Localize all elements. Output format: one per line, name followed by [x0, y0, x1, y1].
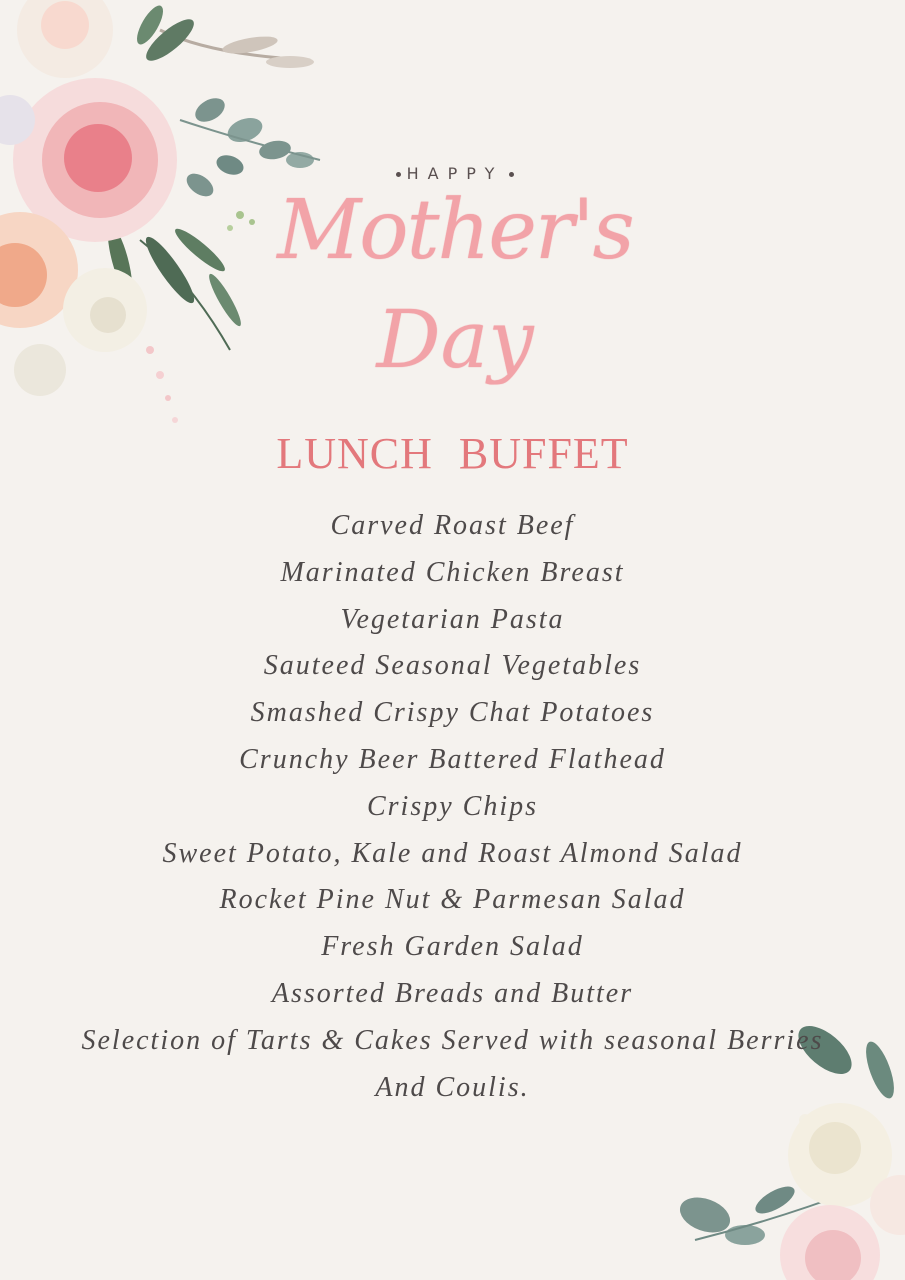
mothers-script-title: Mother's	[277, 183, 633, 278]
dot-icon	[509, 172, 514, 177]
happy-label: HAPPY	[270, 164, 640, 183]
menu-item: Assorted Breads and Butter	[271, 977, 634, 1009]
menu-item: Marinated Chicken Breast	[280, 556, 625, 588]
lunch-buffet-heading: LUNCH BUFFET	[276, 429, 629, 478]
menu-item: Smashed Crispy Chat Potatoes	[250, 697, 655, 729]
menu-item: Crispy Chips	[366, 790, 539, 822]
menu-item: Rocket Pine Nut & Parmesan Salad	[219, 884, 686, 916]
dot-icon	[396, 172, 401, 177]
mothers-day-title	[270, 160, 640, 410]
menu-item: Vegetarian Pasta	[340, 603, 565, 635]
menu-item: Crunchy Beer Battered Flathead	[239, 743, 666, 775]
menu-item: And Coulis.	[375, 1071, 530, 1103]
menu-item: Selection of Tarts & Cakes Served with seasonal Berries	[81, 1024, 824, 1056]
menu-item: Sweet Potato, Kale and Roast Almond Salad	[162, 837, 743, 869]
menu-list	[0, 503, 905, 1111]
menu-item: Fresh Garden Salad	[321, 931, 584, 963]
day-script-title: Day	[376, 293, 534, 386]
menu-item: Carved Roast Beef	[330, 510, 575, 541]
menu-item: Sauteed Seasonal Vegetables	[263, 650, 642, 682]
